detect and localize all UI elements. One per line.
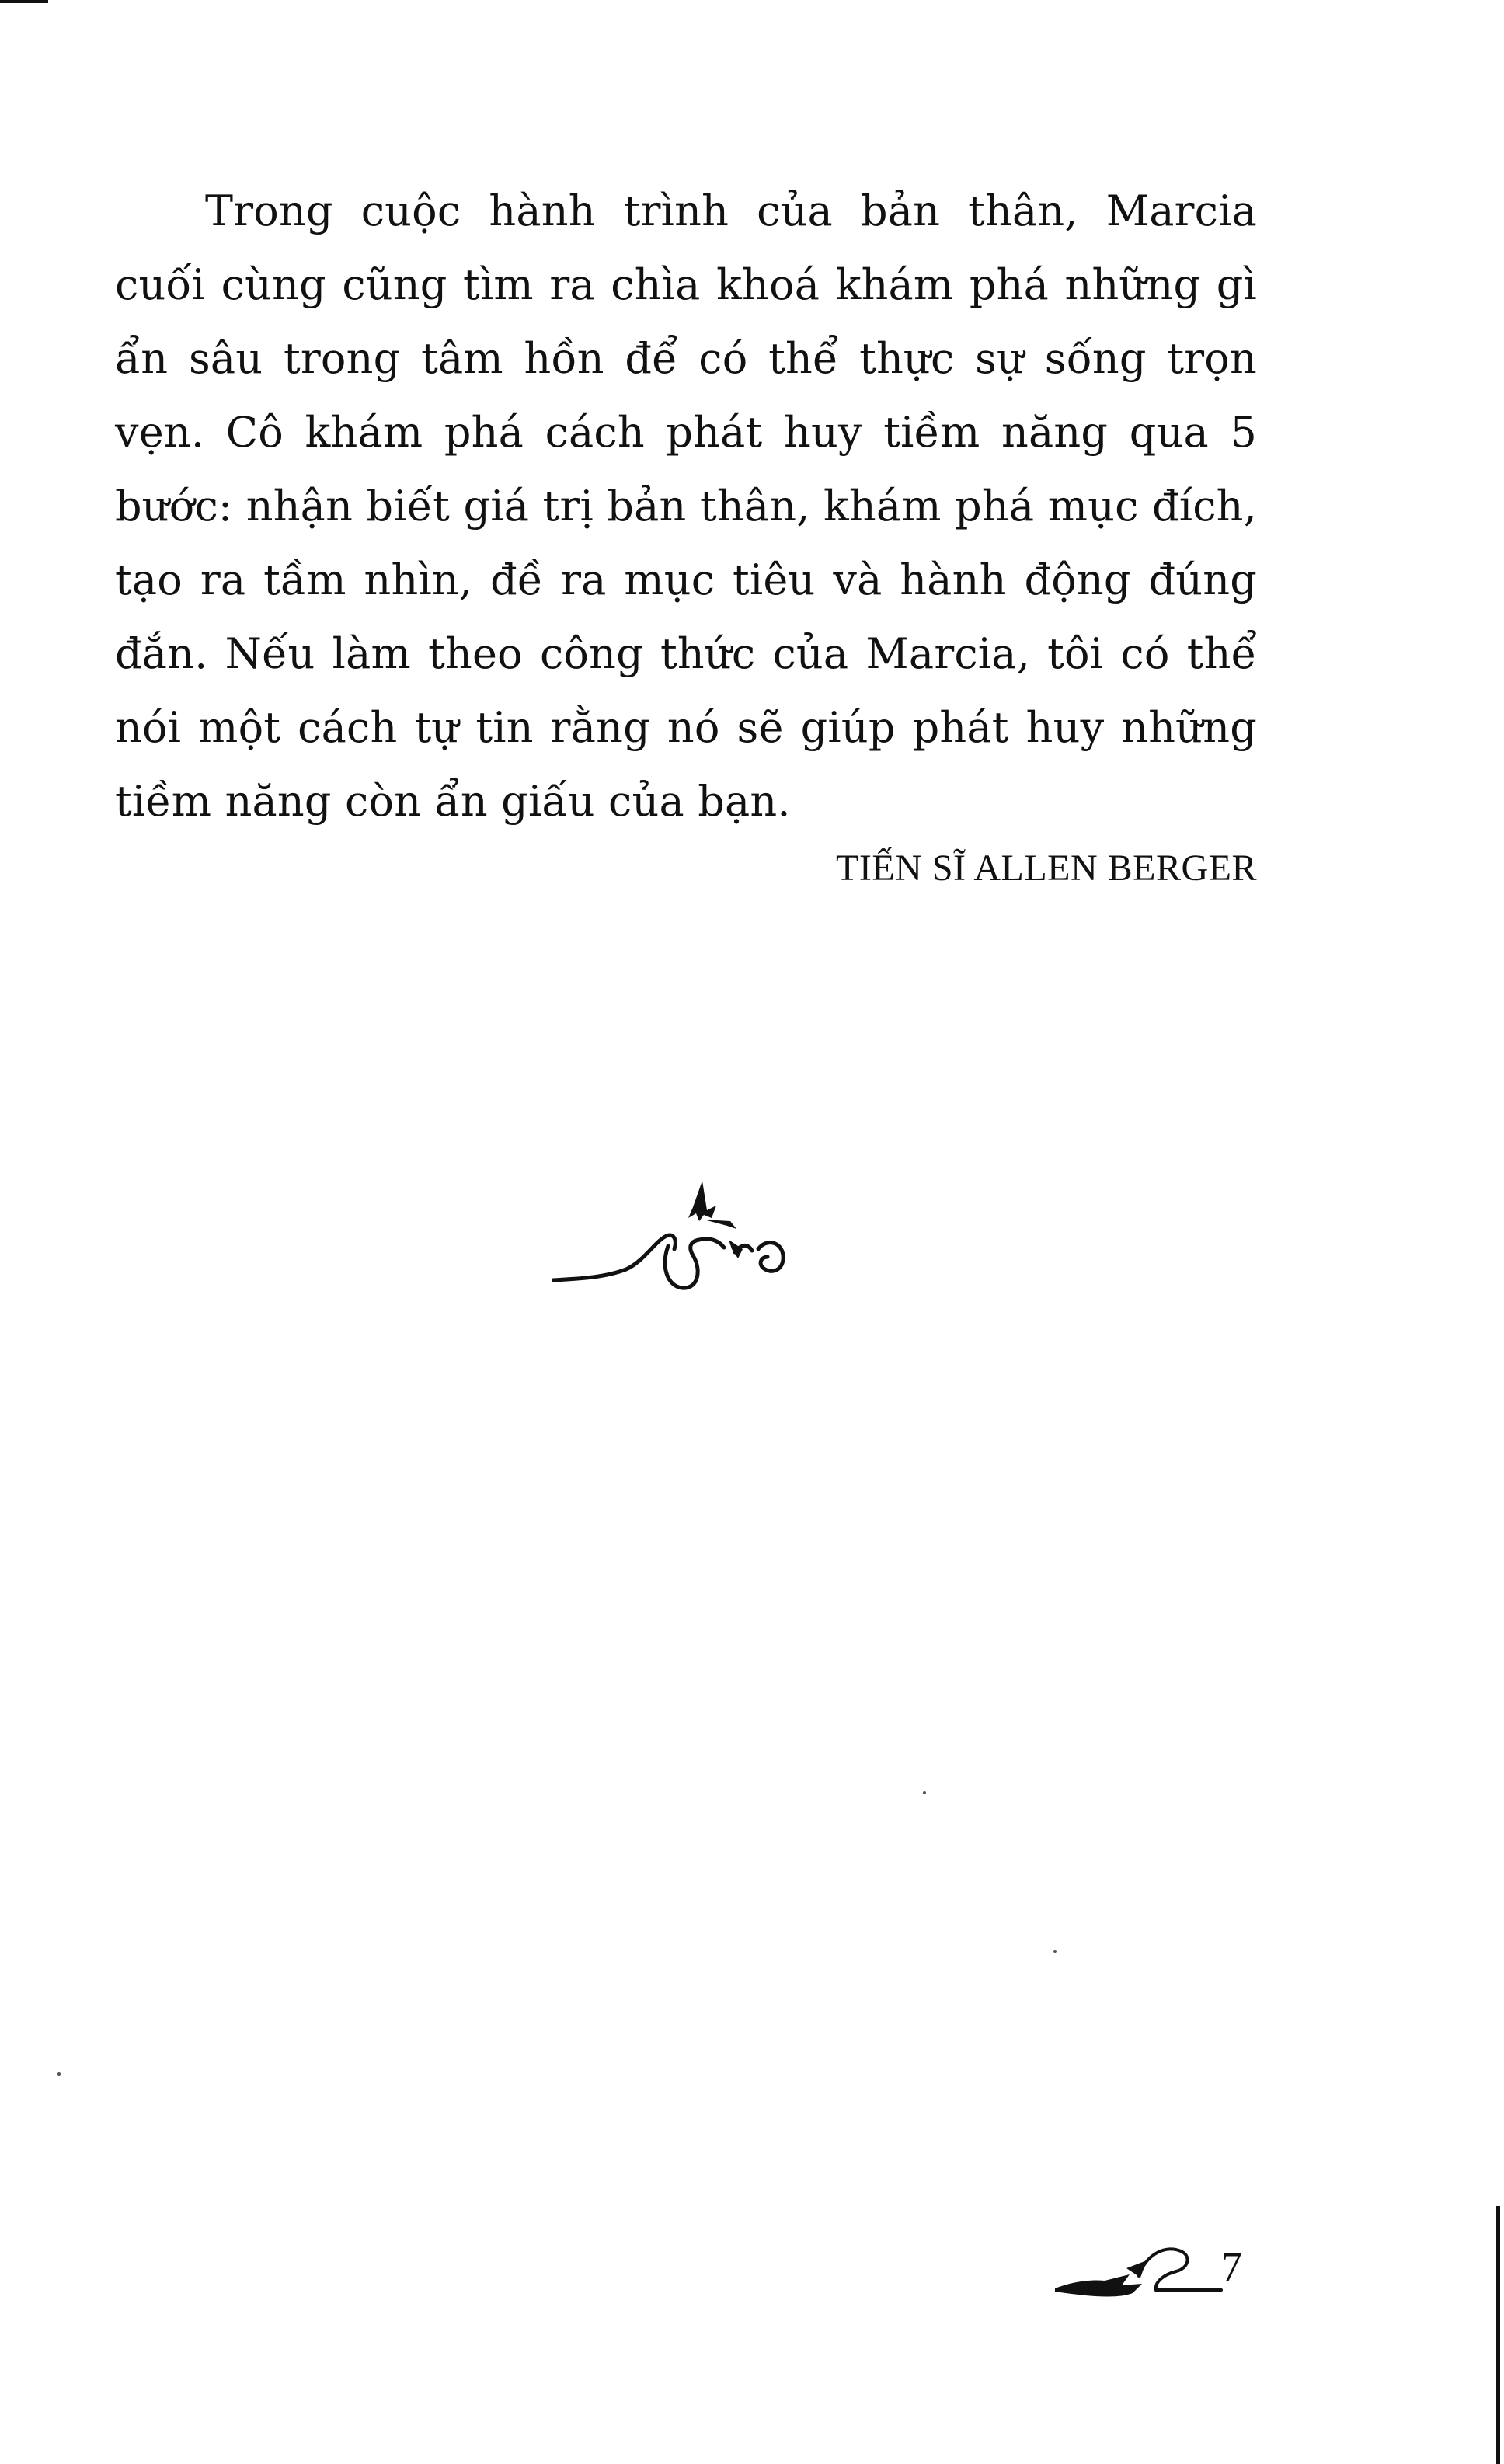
- page-body: [115, 174, 1257, 838]
- floral-flourish-icon: [552, 1175, 800, 1307]
- top-edge-rule: [0, 0, 48, 3]
- scan-speck: [923, 1791, 926, 1794]
- bird-flourish-icon: [1055, 2237, 1226, 2307]
- body-paragraph: Trong cuộc hành trình của bản thân, Marcia cuối cùng cũng tìm ra chìa khoá khám phá những gì ẩn sâu trong tâm hồn để có thể thực sự sống trọn vẹn. Cô khám phá cách phát huy tiềm năng qua 5 bước: nhận biết giá trị bản thân, khám phá mục đích, tạo ra tầm nhìn, đề ra mục tiêu và hành động đúng đắn. Nếu làm theo công thức của Marcia, tôi có thể nói một cách tự tin rằng nó sẽ giúp phát huy những tiềm năng còn ẩn giấu của bạn.: [115, 186, 1257, 826]
- author-signature: TIẾN SĨ ALLEN BERGER: [836, 847, 1257, 889]
- page-number: 7: [1221, 2243, 1242, 2290]
- right-edge-shadow: [1496, 2206, 1500, 2464]
- scan-speck: [1053, 1950, 1057, 1953]
- scan-speck: [57, 2072, 61, 2076]
